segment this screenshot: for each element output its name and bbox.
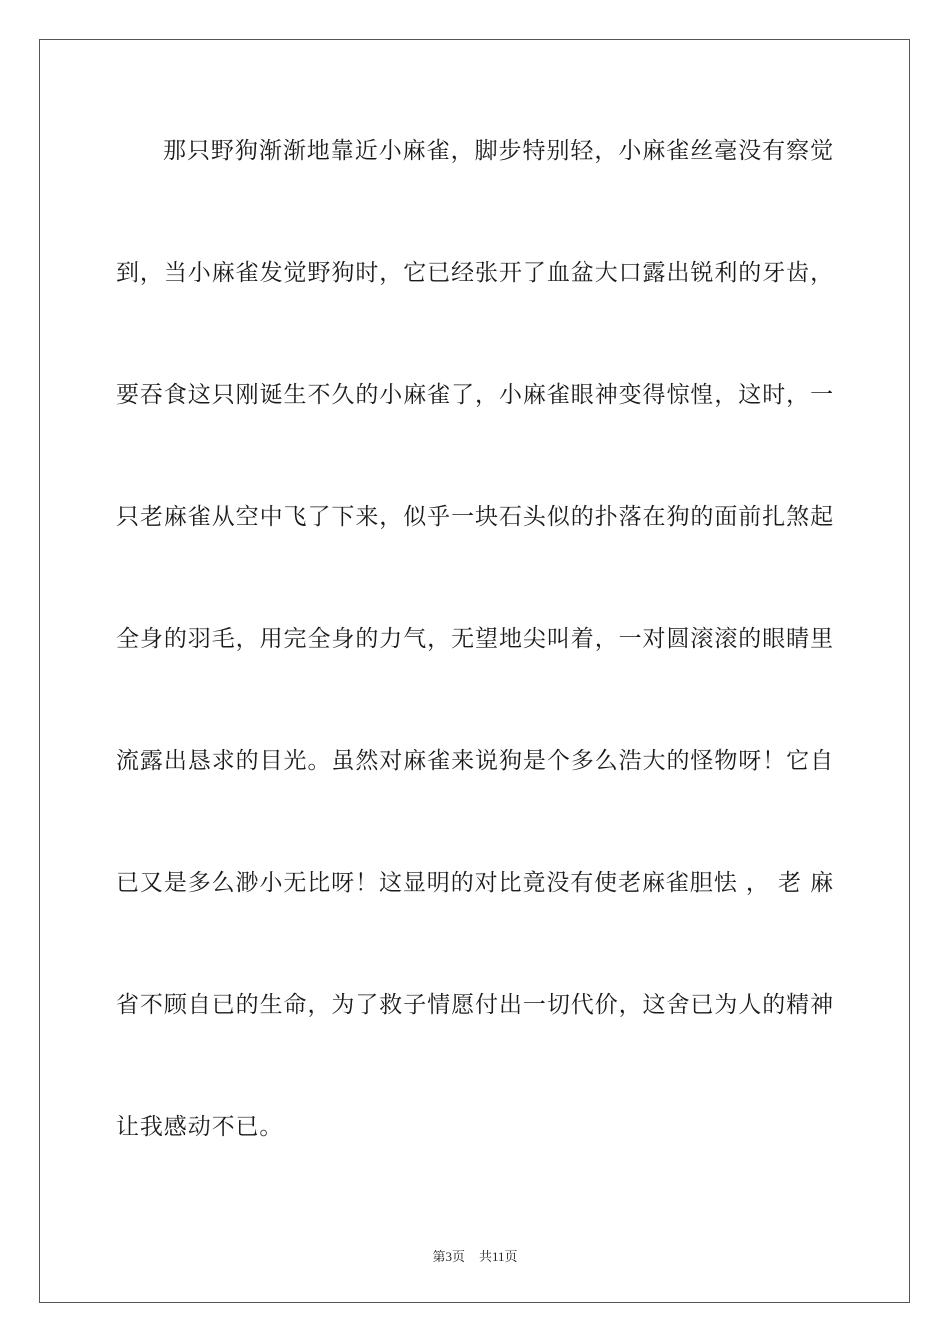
paragraph-line [116, 980, 834, 1102]
paragraph-line [116, 736, 834, 858]
line-text: 到，当小麻雀发觉野狗时，它已经张开了血盆大口露出锐利的牙齿， [116, 260, 834, 286]
paragraph-line [116, 248, 834, 370]
line-text: 全身的羽毛，用完全身的力气，无望地尖叫着，一对圆滚滚的眼睛里 [116, 626, 834, 652]
paragraph-line [116, 370, 834, 492]
paragraph-line [116, 614, 834, 736]
page-number: 第3页 [432, 1249, 465, 1264]
body-paragraph [116, 126, 834, 1224]
line-text: 流露出恳求的目光。虽然对麻雀来说狗是个多么浩大的怪物呀！它自 [116, 748, 834, 774]
paragraph-line [116, 858, 834, 980]
paragraph-line [116, 1102, 834, 1224]
line-text: 省不顾自已的生命，为了救子情愿付出一切代价，这舍已为人的精神 [116, 992, 834, 1018]
paragraph-line [116, 492, 834, 614]
paragraph-line [116, 126, 834, 248]
line-text: 要吞食这只刚诞生不久的小麻雀了，小麻雀眼神变得惊惶，这时，一 [116, 382, 834, 408]
line-text: 只老麻雀从空中飞了下来，似乎一块石头似的扑落在狗的面前扎煞起 [116, 504, 834, 530]
page-footer [0, 1246, 950, 1265]
line-text: 让我感动不已。 [116, 1114, 284, 1140]
line-text: 已又是多么渺小无比呀！这显明的对比竟没有使老麻雀胆怯 ， 老 麻 [116, 870, 834, 896]
page-total: 共11页 [478, 1249, 518, 1264]
line-text: 那只野狗渐渐地靠近小麻雀，脚步特别轻，小麻雀丝毫没有察觉 [163, 138, 834, 164]
